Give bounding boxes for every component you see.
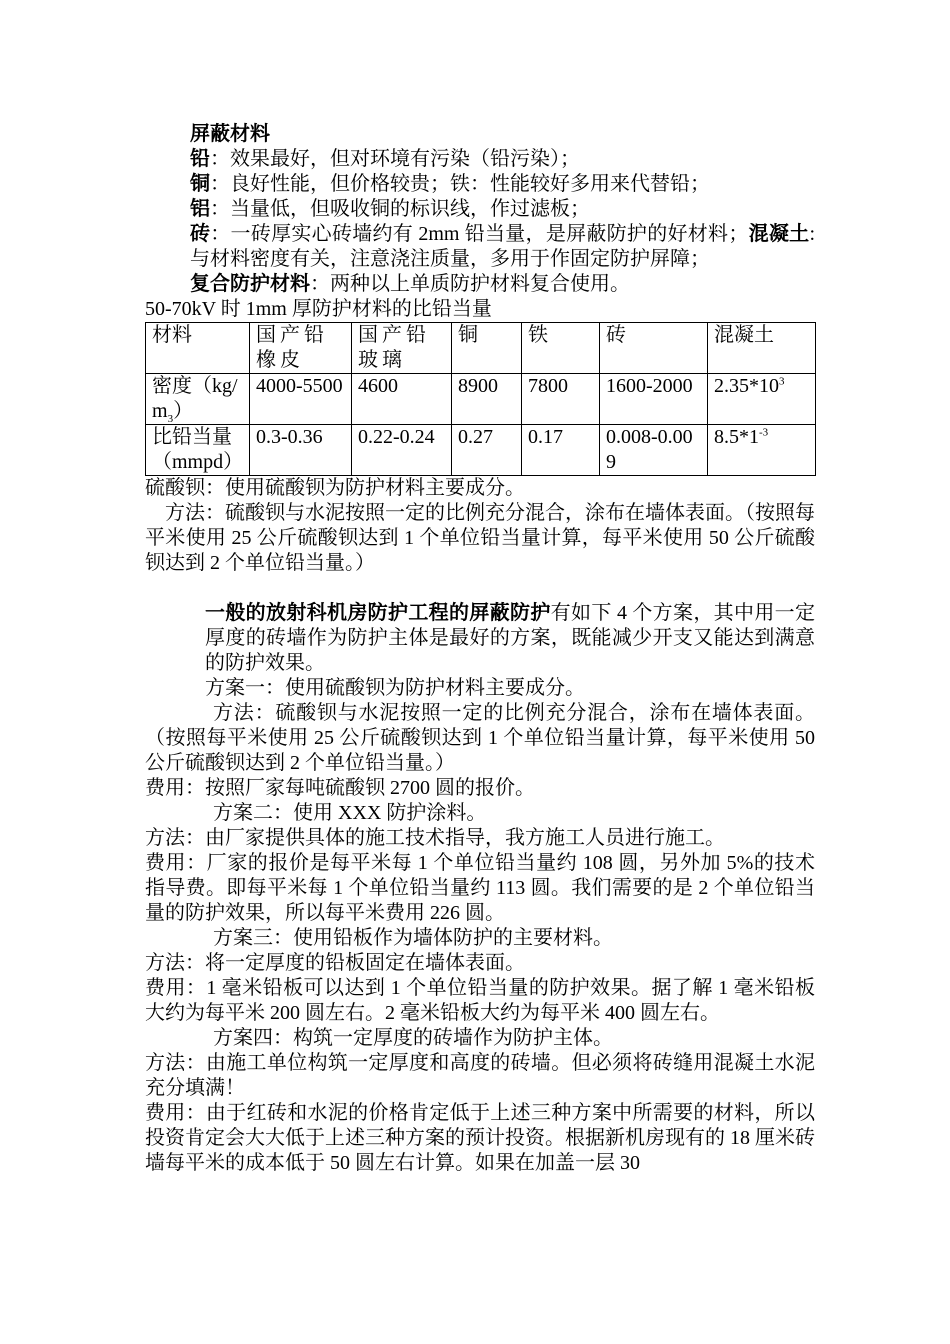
header-cell: 铁 bbox=[522, 323, 600, 374]
barium-method: 方法：硫酸钡与水泥按照一定的比例充分混合，涂布在墙体表面。（按照每平米使用 25 公斤硫酸钡达到 1 个单位铅当量计算，每平米使用 50 公斤硫酸钡达到 2 个单位铅当量。） bbox=[145, 502, 815, 574]
spacer bbox=[145, 576, 815, 601]
table-cell: 7800 bbox=[522, 374, 600, 425]
header-cell: 混凝土 bbox=[708, 323, 816, 374]
table-row-density bbox=[146, 374, 816, 425]
barium-line: 硫酸钡：使用硫酸钡为防护材料主要成分。 bbox=[145, 477, 525, 499]
header-cell: 国产铅橡皮 bbox=[250, 323, 352, 374]
plan1-cost: 费用：按照厂家每吨硫酸钡 2700 圆的报价。 bbox=[145, 777, 535, 799]
table-cell: 0.17 bbox=[522, 425, 600, 476]
table-cell: 4000-5500 bbox=[250, 374, 352, 425]
plan4-cost: 费用：由于红砖和水泥的价格肯定低于上述三种方案中所需要的材料，所以投资肯定会大大低于上述三种方案的预计投资。根据新机房现有的 18 厘米砖墙每平米的成本低于 50 圆左右计算。如果在加盖一层 30 bbox=[145, 1102, 815, 1174]
materials-table bbox=[145, 322, 816, 476]
plan1-method: 方法：硫酸钡与水泥按照一定的比例充分混合，涂布在墙体表面。（按照每平米使用 25 公斤硫酸钡达到 1 个单位铅当量计算，每平米使用 50 公斤硫酸钡达到 2 个单位铅当量。） bbox=[145, 702, 815, 774]
row-label-ratio: 比铅当量（mmpd） bbox=[146, 425, 250, 476]
table-cell: 0.22-0.24 bbox=[352, 425, 452, 476]
item-brick-concrete: 砖：一砖厚实心砖墙约有 2mm 铅当量，是屏蔽防护的好材料；混凝土:与材料密度有关，注意浇注质量，多用于作固定防护屏障； bbox=[190, 223, 815, 270]
header-cell: 材料 bbox=[146, 323, 250, 374]
table-cell: 0.27 bbox=[452, 425, 522, 476]
plan3-cost: 费用：1 毫米铅板可以达到 1 个单位铅当量的防护效果。据了解 1 毫米铅板大约为每平米 200 圆左右。2 毫米铅板大约为每平米 400 圆左右。 bbox=[145, 977, 815, 1024]
plan2-cost: 费用：厂家的报价是每平米每 1 个单位铅当量约 108 圆，另外加 5%的技术指导费。即每平米每 1 个单位铅当量约 113 圆。我们需要的是 2 个单位铅当量的防护效果，所以每平米费用 226 圆。 bbox=[145, 852, 815, 924]
header-cell: 国产铅玻璃 bbox=[352, 323, 452, 374]
header-cell: 铜 bbox=[452, 323, 522, 374]
table-cell: 4600 bbox=[352, 374, 452, 425]
table-header-row bbox=[146, 323, 816, 374]
table-cell: 8900 bbox=[452, 374, 522, 425]
section-title: 屏蔽材料 bbox=[190, 123, 270, 145]
table-cell: $2.35*10^3$ bbox=[708, 374, 816, 425]
header-cell: 砖 bbox=[600, 323, 708, 374]
plan4-title: 方案四：构筑一定厚度的砖墙作为防护主体。 bbox=[213, 1027, 613, 1049]
plan4-method: 方法：由施工单位构筑一定厚度和高度的砖墙。但必须将砖缝用混凝土水泥充分填满！ bbox=[145, 1052, 815, 1099]
plan3-title: 方案三：使用铅板作为墙体防护的主要材料。 bbox=[213, 927, 613, 949]
document-page bbox=[145, 122, 815, 1176]
plan3-method: 方法：将一定厚度的铅板固定在墙体表面。 bbox=[145, 952, 525, 974]
item-aluminum: 铝：当量低，但吸收铜的标识线，作过滤板； bbox=[190, 198, 590, 220]
plan1-title: 方案一：使用硫酸钡为防护材料主要成分。 bbox=[205, 677, 585, 699]
row-label-density: 密度$(kg/m_3)$ bbox=[146, 374, 250, 425]
table-cell: 1600-2000 bbox=[600, 374, 708, 425]
table-cell: 0.008-0.009 bbox=[600, 425, 708, 476]
table-row-ratio bbox=[146, 425, 816, 476]
table-cell: $8.5*1^{-3}$ bbox=[708, 425, 816, 476]
item-copper: 铜：良好性能，但价格较贵；铁：性能较好多用来代替铅； bbox=[190, 173, 710, 195]
item-lead: 铅：效果最好，但对环境有污染（铅污染）； bbox=[190, 148, 580, 170]
plan2-title: 方案二：使用 XXX 防护涂料。 bbox=[213, 802, 487, 824]
table-caption: 50-70kV 时 1mm 厚防护材料的比铅当量 bbox=[145, 298, 492, 320]
table-cell: 0.3-0.36 bbox=[250, 425, 352, 476]
general-intro: 一般的放射科机房防护工程的屏蔽防护有如下 4 个方案，其中用一定厚度的砖墙作为防护主体是最好的方案，既能减少开支又能达到满意的防护效果。 bbox=[205, 602, 816, 674]
item-composite: 复合防护材料：两种以上单质防护材料复合使用。 bbox=[190, 273, 630, 295]
plan2-method: 方法：由厂家提供具体的施工技术指导，我方施工人员进行施工。 bbox=[145, 827, 725, 849]
